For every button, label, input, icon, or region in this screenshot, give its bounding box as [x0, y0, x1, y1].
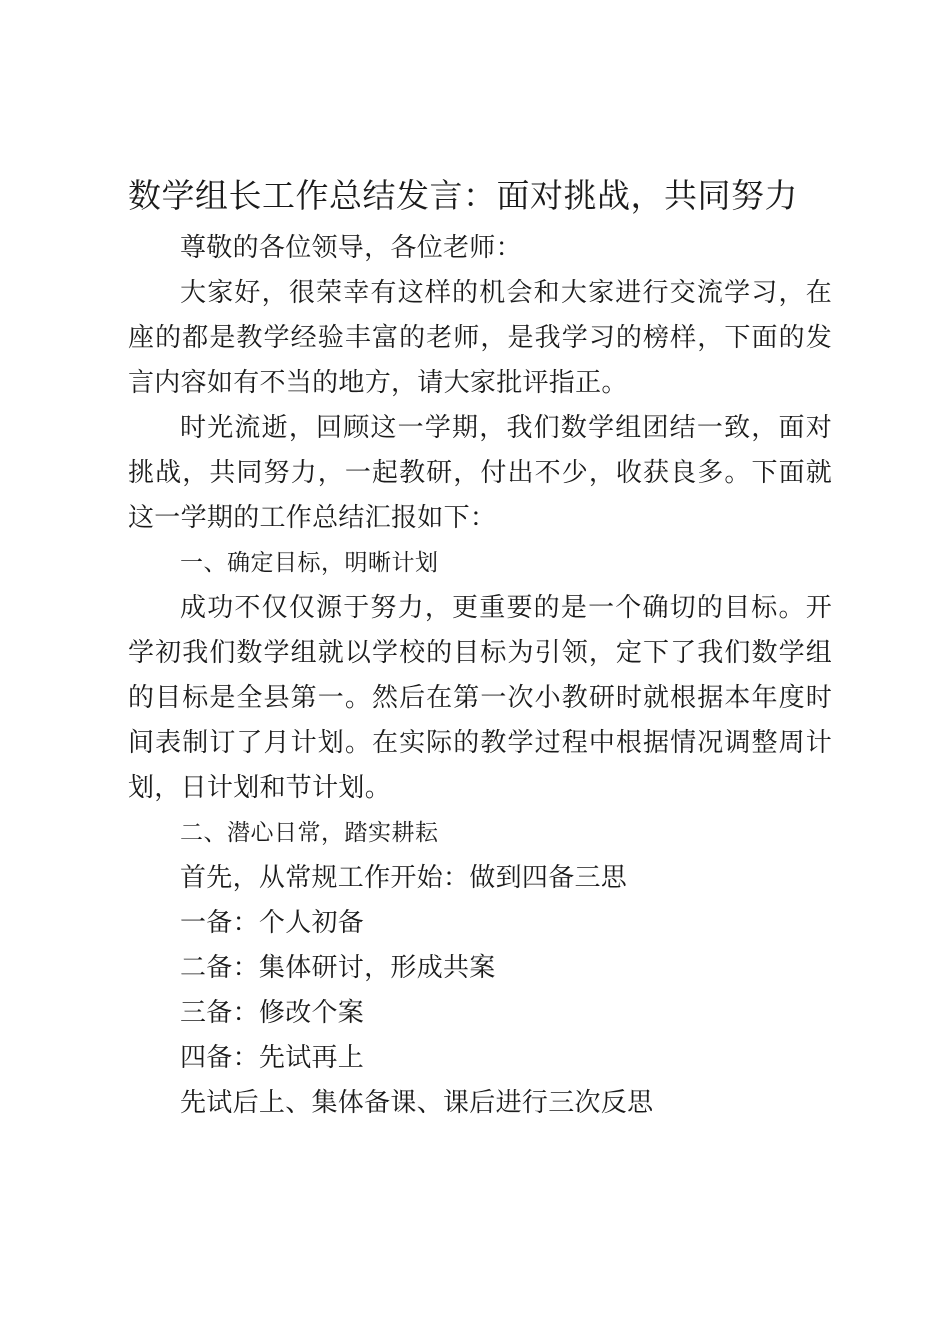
document-title: 数学组长工作总结发言：面对挑战，共同努力	[128, 176, 798, 215]
section2-line: 一备：个人初备	[180, 908, 365, 938]
section2-line: 三备：修改个案	[180, 998, 365, 1028]
section1-heading: 一、确定目标，明晰计划	[180, 550, 439, 576]
section2-line: 四备：先试再上	[180, 1043, 365, 1073]
section2-heading: 二、潜心日常，踏实耕耘	[180, 820, 439, 846]
document-body	[128, 226, 832, 1126]
section2-line: 二备：集体研讨，形成共案	[180, 953, 496, 983]
section2-line: 先试后上、集体备课、课后进行三次反思	[180, 1088, 654, 1118]
section1-paragraph: 成功不仅仅源于努力，更重要的是一个确切的目标。开学初我们数学组就以学校的目标为引领，定下了我们数学组的目标是全县第一。然后在第一次小教研时就根据本年度时间表制订了月计划。在实际的教学过程中根据情况调整周计划，日计划和节计划。	[128, 593, 832, 803]
review-paragraph: 时光流逝，回顾这一学期，我们数学组团结一致，面对挑战，共同努力，一起教研，付出不少，收获良多。下面就这一学期的工作总结汇报如下：	[128, 413, 832, 533]
section2-line: 首先，从常规工作开始：做到四备三思	[180, 863, 628, 893]
intro-paragraph: 大家好，很荣幸有这样的机会和大家进行交流学习，在座的都是教学经验丰富的老师，是我学习的榜样，下面的发言内容如有不当的地方，请大家批评指正。	[128, 278, 832, 398]
greeting-paragraph: 尊敬的各位领导，各位老师：	[180, 233, 522, 263]
